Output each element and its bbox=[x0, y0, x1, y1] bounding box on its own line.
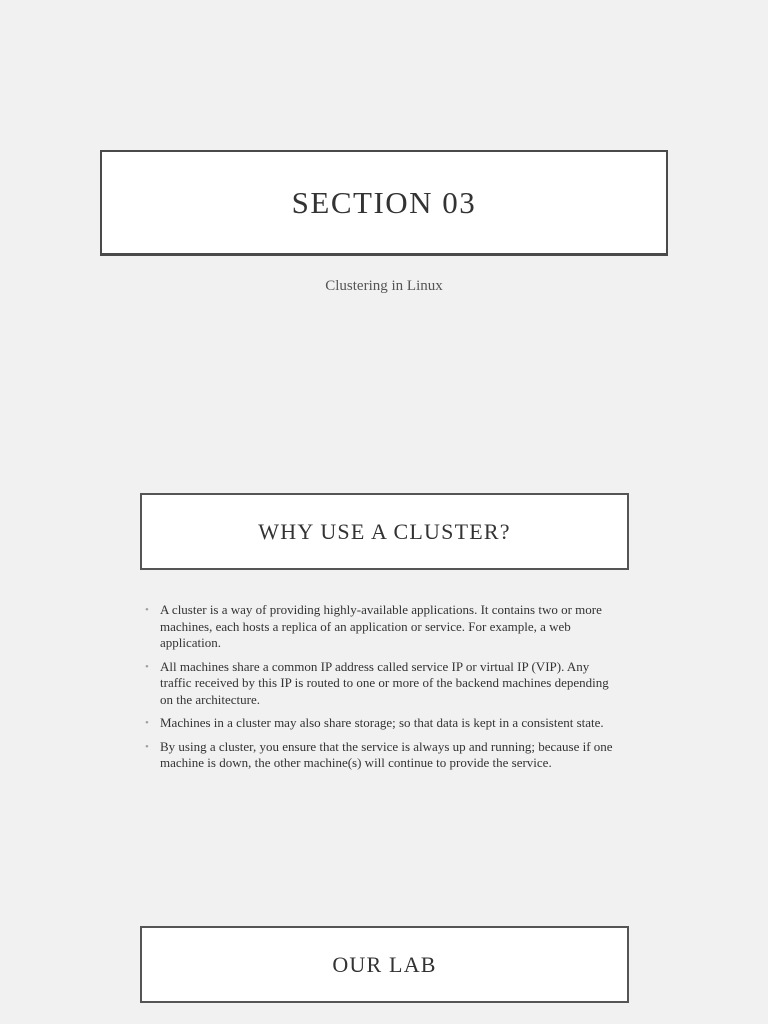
list-item bbox=[143, 715, 623, 732]
list-item bbox=[143, 659, 623, 709]
bullet-icon: • bbox=[145, 660, 149, 673]
list-item bbox=[143, 602, 623, 652]
section-title: SECTION 03 bbox=[291, 184, 477, 220]
bullet-icon: • bbox=[145, 717, 149, 729]
list-item bbox=[143, 739, 623, 772]
bullet-list bbox=[143, 602, 623, 779]
our-lab-title: OUR LAB bbox=[332, 951, 437, 977]
bullet-text: A cluster is a way of providing highly-available applications. It contains two or more machines, each hosts a replica of an application or service. For example, a web application. bbox=[160, 602, 602, 650]
bullet-text: Machines in a cluster may also share storage; so that data is kept in a consistent state. bbox=[160, 715, 604, 730]
bullet-text: By using a cluster, you ensure that the service is always up and running; because if one machine is down, the other machine(s) will continue to provide the service. bbox=[160, 738, 613, 770]
bullet-text: All machines share a common IP address called service IP or virtual IP (VIP). Any traffic received by this IP is routed to one or more of the backend machines depending on the architecture. bbox=[160, 658, 609, 707]
section-title-box bbox=[100, 150, 668, 256]
bullet-icon: • bbox=[145, 604, 149, 616]
section-subtitle: Clustering in Linux bbox=[325, 278, 443, 294]
why-cluster-title-box bbox=[140, 493, 629, 570]
bullet-icon: • bbox=[145, 740, 149, 753]
why-cluster-title: WHY USE A CLUSTER? bbox=[258, 518, 511, 544]
our-lab-title-box bbox=[140, 926, 629, 1003]
